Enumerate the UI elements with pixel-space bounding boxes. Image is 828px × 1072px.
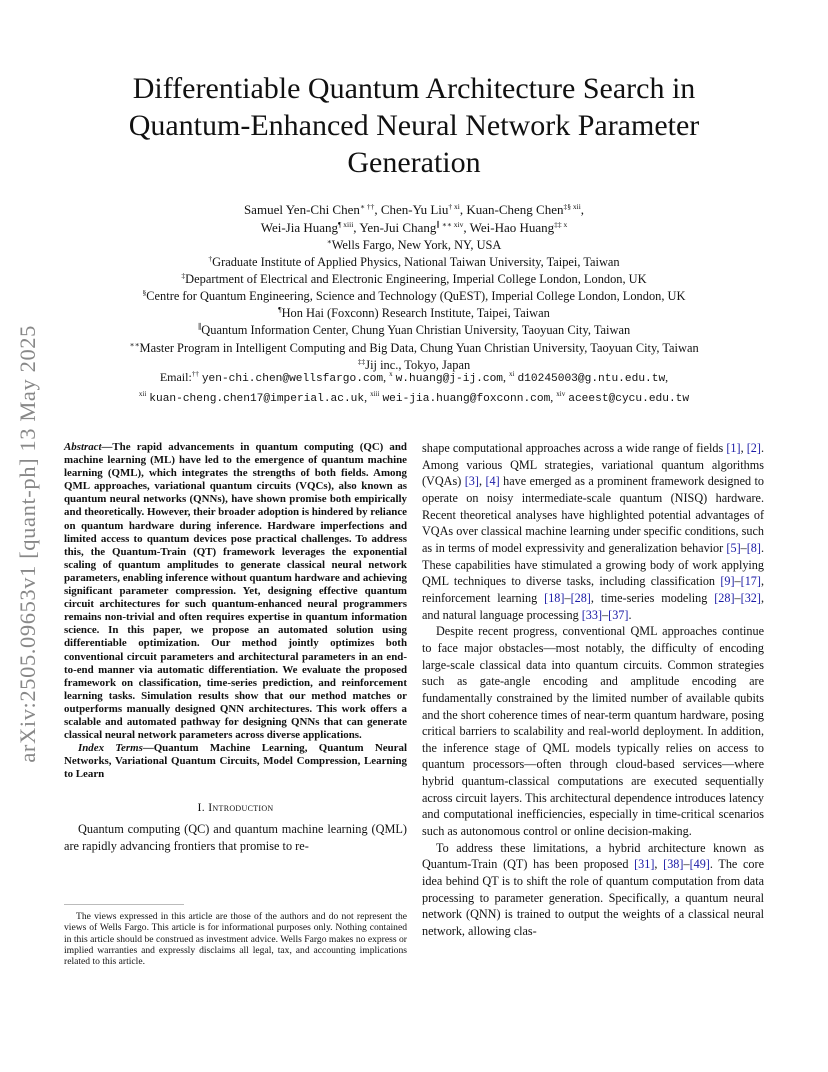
affiliation-text: Centre for Quantum Engineering, Science and Technology (QuEST), Imperial College London, London, UK: [146, 289, 686, 304]
email-mark: xi: [509, 370, 515, 378]
body-text: . Among various QML strategies, variational quantum algorithms (VQAs): [422, 441, 765, 489]
right-column: [422, 440, 764, 940]
author-mark: ∥ ∗∗ xiv: [436, 220, 464, 229]
author-block: [60, 201, 768, 374]
footnote-rule: [64, 904, 184, 905]
affiliation-mark: ∗∗: [129, 339, 140, 349]
author-mark: ‡§ xii: [563, 202, 581, 211]
citation-link[interactable]: [17]: [740, 574, 761, 589]
title-line: Quantum-Enhanced Neural Network Parameter: [128, 109, 700, 142]
affiliation: [60, 340, 768, 357]
body-text: , reinforcement learning: [422, 574, 764, 605]
title-line: Differentiable Quantum Architecture Search in: [132, 72, 696, 105]
author-name: , Wei-Hao Huang: [463, 220, 555, 235]
author-name: , Chen-Yu Liu: [374, 202, 449, 217]
left-column: [64, 441, 407, 855]
affiliation-mark: ¶: [278, 305, 282, 315]
email-address[interactable]: d10245003@g.ntu.edu.tw: [517, 373, 666, 385]
email-mark: xii: [138, 390, 147, 398]
citation-link[interactable]: [3]: [464, 474, 479, 489]
body-text: ,: [740, 441, 747, 455]
author-mark: ∗ ††: [359, 202, 375, 211]
author-mark: † xi: [448, 202, 460, 211]
affiliation-text: Wells Fargo, New York, NY, USA: [331, 238, 502, 252]
citation-link[interactable]: [2]: [746, 441, 761, 455]
body-text: To address these limitations, a hybrid architecture known as Quantum-Train (QT) has been proposed: [422, 840, 764, 872]
citation-link[interactable]: [38]: [663, 857, 684, 872]
email-mark: xiv: [556, 390, 566, 398]
email-address[interactable]: kuan-cheng.chen17@imperial.ac.uk: [149, 393, 365, 405]
author-name: , Kuan-Cheng Chen: [459, 202, 564, 217]
body-text: –: [734, 590, 741, 605]
affiliation: [60, 237, 768, 254]
email-address[interactable]: wei-jia.huang@foxconn.com: [382, 393, 551, 405]
author-name: , Yen-Jui Chang: [353, 220, 437, 235]
author-name: Wei-Jia Huang: [260, 220, 339, 235]
body-text: have emerged as a prominent framework designed to operate on noisy intermediate-scale quantum (NISQ) hardware. Recent theoretical analyses have highlighted potential advantages of VQAs over classical machine learning under specific conditions, such as in terms of model expressivity and generalization behavior: [422, 474, 765, 555]
body-paragraph: Despite recent progress, conventional QML approaches continue to face major obstacles—most notably, the difficulty of encoding large-scale classical data into quantum circuits. Common strategies such as gate-angle encoding and amplitude encoding are fundamentally constrained by the limited number of available qubits and the short coherence times of near-term quantum hardware, posing critical barriers to scalability and real-world deployment. In addition, the inference stage of QML models typically relies on access to quantum processors—often through cloud-based services—where hybrid quantum-classical computations are executed sequentially across circuit layers. This architectural dependence introduces latency and computational inefficiencies, especially in time-critical scenarios such as autonomous control or online decision-making.: [422, 624, 764, 839]
affiliation: [60, 271, 768, 288]
author-line: [60, 219, 768, 237]
body-paragraph: [422, 840, 764, 940]
body-text: , and natural language processing: [422, 590, 764, 622]
affiliation: [60, 254, 768, 271]
email-address[interactable]: yen-chi.chen@wellsfargo.com: [201, 373, 384, 385]
section-number: I.: [197, 800, 205, 815]
citation-link[interactable]: [8]: [746, 540, 761, 555]
index-terms: [64, 742, 407, 781]
body-text: ,: [654, 857, 664, 872]
affiliation-text: Jij inc., Tokyo, Japan: [365, 357, 471, 372]
citation-link[interactable]: [49]: [689, 857, 710, 872]
citation-link[interactable]: [33]: [581, 607, 603, 622]
abstract-label: Abstract: [64, 441, 102, 453]
citation-link[interactable]: [9]: [720, 574, 735, 589]
section-title: Introduction: [208, 800, 274, 815]
author-line: [60, 201, 768, 219]
body-text: –: [734, 574, 741, 589]
author-punct: ,: [580, 202, 585, 217]
affiliation-mark: †: [208, 254, 213, 264]
email-block: [60, 368, 768, 408]
body-text: –: [683, 857, 690, 872]
affiliation-mark: ∗: [326, 237, 332, 246]
affiliation-mark: ∥: [197, 322, 202, 332]
citation-link[interactable]: [28]: [714, 590, 735, 605]
affiliation: [60, 288, 768, 305]
arxiv-identifier: arXiv:2505.09653v1 [quant-ph] 13 May 2025: [15, 325, 40, 763]
affiliation-text: Master Program in Intelligent Computing and Big Data, Chung Yuan Christian University, Taoyuan City, Taiwan: [139, 340, 699, 355]
intro-paragraph: Quantum computing (QC) and quantum machine learning (QML) are rapidly advancing frontiers that promise to re-: [64, 822, 407, 854]
body-text: –: [564, 590, 571, 605]
affiliation: [60, 305, 768, 322]
citation-link[interactable]: [1]: [726, 441, 741, 455]
disclaimer-footnote: The views expressed in this article are those of the authors and do not represent the views of Wells Fargo. This article is for informational purposes only. Nothing contained in this article should be construed as investment advice. Wells Fargo makes no express or implied warranties and expressly disclaims all legal, tax, and accounting implications related to this article.: [64, 911, 407, 968]
affiliation-text: Quantum Information Center, Chung Yuan Christian University, Taoyuan City, Taiwan: [201, 323, 631, 338]
body-text: –: [602, 607, 609, 622]
email-line: $^{xii}$ kuan-cheng.chen17@imperial.ac.uk, $^{xiii}$ wei-jia.huang@foxconn.com, $^{xiv}$ aceest@cycu.edu.tw: [138, 390, 690, 405]
email-address[interactable]: w.huang@j-ij.com: [395, 373, 504, 385]
citation-link[interactable]: [28]: [570, 590, 591, 605]
email-mark: ††: [191, 370, 199, 378]
affiliation-text: Graduate Institute of Applied Physics, National Taiwan University, Taipei, Taiwan: [212, 255, 620, 270]
body-text: , time-series modeling: [590, 590, 715, 605]
affiliation-mark: §: [142, 288, 147, 298]
body-paragraph: [422, 440, 764, 623]
abstract-text: —The rapid advancements in quantum computing (QC) and machine learning (ML) have led to the emergence of quantum machine learning (QML), which integrates the strengths of both fields. Among QML approaches, variational quantum circuits (VQCs), also known as quantum neural networks (QNNs), have shown promise both empirically and theoretically. However, their broader adoption is hindered by reliance on quantum hardware during inference. Hardware imperfections and limited access to quantum devices pose practical challenges. To address this, the Quantum-Train (QT) framework leverages the exponential scaling of quantum amplitudes to generate classical neural network parameters, enabling inference without quantum hardware and achieving significant parameter compression. Yet, designing effective quantum circuit architectures for such quantum-enhanced neural programmers remains non-trivial and often requires expertise in quantum information science. In this paper, we propose an automated solution using differentiable optimization. Our method jointly optimizes both conventional circuit parameters and architectural parameters in an end-to-end manner via automatic differentiation. We evaluate the proposed framework on classification, time-series prediction, and reinforcement learning tasks. Simulation results show that our method matches or outperforms manually designed QNN architectures. This work offers a scalable and automated pathway for designing QNNs that can generate classical neural network parameters across diverse applications.: [64, 441, 407, 742]
email-address[interactable]: aceest@cycu.edu.tw: [568, 393, 690, 405]
affiliation-text: Hon Hai (Foxconn) Research Institute, Taipei, Taiwan: [281, 306, 550, 321]
author-mark: ¶ xiii: [338, 220, 354, 229]
citation-link[interactable]: [4]: [485, 474, 500, 489]
author-mark: ‡‡ x: [554, 220, 568, 229]
email-mark: x: [389, 370, 393, 378]
body-text: .: [628, 607, 632, 622]
index-terms-text: —Quantum Machine Learning, Quantum Neural Networks, Variational Quantum Circuits, Model Compression, Learning to Learn: [64, 742, 407, 781]
author-name: Samuel Yen-Chi Chen: [243, 202, 360, 217]
abstract: [64, 441, 407, 742]
arxiv-sidebar: [4, 264, 52, 824]
title-line: Generation: [347, 146, 481, 179]
body-text: . The core idea behind QT is to shift the role of quantum computation from data processing to parameter generation. Specifically, a quantum neural network (QNN) is trained to output the weights of a classical neural network, allowing clas-: [422, 857, 764, 939]
citation-link[interactable]: [31]: [634, 857, 655, 872]
affiliation-mark: ‡‡: [357, 356, 366, 366]
citation-link[interactable]: [5]: [726, 540, 741, 555]
affiliation: [60, 322, 768, 339]
body-text: ,: [478, 474, 486, 489]
email-line: Email:†† yen-chi.chen@wellsfargo.com, $^x$ w.huang@j-ij.com, $^{xi}$ d10245003@g.ntu.edu.tw,: [159, 370, 669, 385]
body-text: . These capabilities have stimulated a growing body of work applying QML techniques to diverse tasks, including classification: [422, 540, 764, 589]
citation-link[interactable]: [32]: [740, 590, 761, 605]
body-text: –: [740, 540, 747, 555]
index-terms-label: Index Terms: [78, 742, 143, 755]
paper-title: [60, 70, 768, 181]
section-heading: [64, 800, 407, 815]
citation-link[interactable]: [37]: [608, 607, 629, 622]
body-text: shape computational approaches across a wide range of fields: [422, 441, 727, 455]
affiliation-text: Department of Electrical and Electronic Engineering, Imperial College London, London, UK: [185, 272, 647, 287]
affiliation-mark: ‡: [181, 271, 186, 281]
email-mark: xiii: [370, 390, 380, 398]
citation-link[interactable]: [18]: [544, 590, 565, 605]
email-label: Email:: [159, 370, 192, 384]
